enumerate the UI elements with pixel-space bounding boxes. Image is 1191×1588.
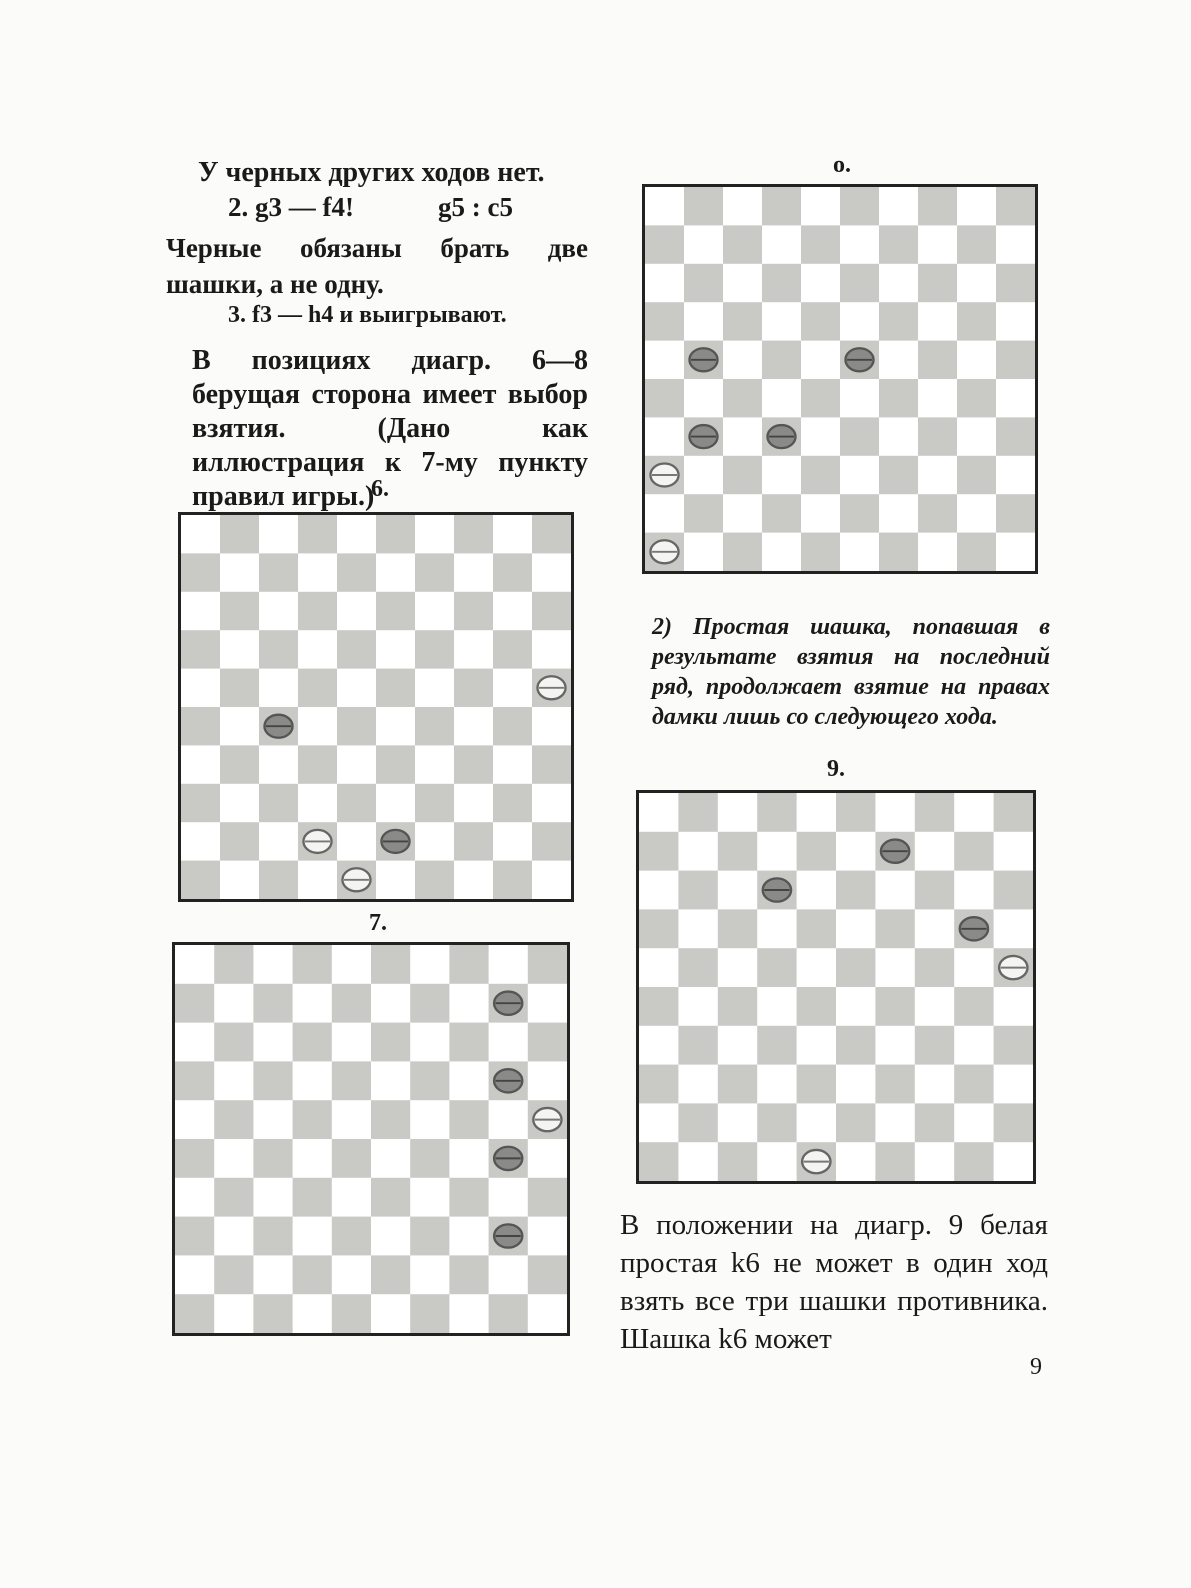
dark-square: [762, 341, 801, 379]
dark-square: [996, 341, 1035, 379]
dark-square: [253, 984, 292, 1023]
dark-square: [645, 379, 684, 417]
dark-square: [415, 553, 454, 591]
dark-square: [181, 861, 220, 899]
dark-square: [332, 1217, 371, 1256]
dark-square: [415, 861, 454, 899]
dark-square: [415, 784, 454, 822]
dark-square: [181, 784, 220, 822]
dark-square: [493, 553, 532, 591]
checkerboard-grid: [175, 945, 567, 1333]
dark-square: [454, 515, 493, 553]
dark-square: [678, 1103, 717, 1142]
dark-square: [449, 945, 488, 984]
dark-square: [454, 669, 493, 707]
dark-square: [376, 592, 415, 630]
diagram-9-caption: 9.: [827, 756, 845, 782]
dark-square: [918, 341, 957, 379]
dark-square: [836, 1103, 875, 1142]
dark-square: [253, 1294, 292, 1333]
dark-square: [840, 494, 879, 532]
dark-square: [415, 630, 454, 668]
dark-square: [181, 707, 220, 745]
dark-square: [996, 494, 1035, 532]
dark-square: [332, 1139, 371, 1178]
dark-square: [175, 1294, 214, 1333]
dark-square: [214, 1178, 253, 1217]
dark-square: [410, 1294, 449, 1333]
dark-square: [723, 533, 762, 571]
dark-square: [875, 909, 914, 948]
dark-square: [532, 745, 571, 783]
dark-square: [954, 987, 993, 1026]
dark-square: [493, 707, 532, 745]
dark-square: [801, 456, 840, 494]
checkerboard-grid: [639, 793, 1033, 1181]
dark-square: [875, 1065, 914, 1104]
dark-square: [915, 871, 954, 910]
dark-square: [836, 948, 875, 987]
dark-square: [718, 1065, 757, 1104]
dark-square: [332, 1294, 371, 1333]
dark-square: [918, 187, 957, 225]
dark-square: [797, 909, 836, 948]
dark-square: [293, 1178, 332, 1217]
dark-square: [836, 1026, 875, 1065]
dark-square: [996, 417, 1035, 455]
dark-square: [376, 745, 415, 783]
dark-square: [371, 1178, 410, 1217]
diagram-8-caption: о.: [833, 152, 851, 178]
diagram-6-board: [178, 512, 574, 902]
dark-square: [298, 592, 337, 630]
dark-square: [718, 1142, 757, 1181]
dark-square: [259, 553, 298, 591]
dark-square: [449, 1255, 488, 1294]
dark-square: [954, 1142, 993, 1181]
dark-square: [957, 456, 996, 494]
dark-square: [214, 1100, 253, 1139]
paragraph-positions: В позициях диагр. 6—8 берущая сторона имеет выбор взятия. (Дано как иллюстрация к 7-му пункту правил игры.): [192, 345, 588, 512]
dark-square: [293, 1255, 332, 1294]
dark-square: [915, 793, 954, 832]
dark-square: [410, 1139, 449, 1178]
dark-square: [493, 861, 532, 899]
dark-square: [678, 871, 717, 910]
dark-square: [797, 832, 836, 871]
checkerboard-grid: [181, 515, 571, 899]
footnote-rule: 2) Простая шашка, попавшая в результате взятия на последний ряд, продолжает взятие на правах дамки лишь со следующего хода.: [652, 614, 1050, 730]
dark-square: [918, 264, 957, 302]
dark-square: [454, 745, 493, 783]
text-line-no-moves: У черных других ходов нет.: [198, 157, 545, 188]
paragraph-obliged: Черные обязаны брать две шашки, а не одну.: [166, 233, 588, 299]
dark-square: [528, 1255, 567, 1294]
dark-square: [723, 379, 762, 417]
dark-square: [879, 456, 918, 494]
dark-square: [214, 945, 253, 984]
dark-square: [678, 948, 717, 987]
dark-square: [493, 630, 532, 668]
dark-square: [298, 515, 337, 553]
dark-square: [528, 1023, 567, 1062]
dark-square: [757, 1103, 796, 1142]
dark-square: [454, 592, 493, 630]
dark-square: [214, 1023, 253, 1062]
dark-square: [220, 669, 259, 707]
dark-square: [175, 1217, 214, 1256]
dark-square: [918, 417, 957, 455]
dark-square: [996, 187, 1035, 225]
dark-square: [253, 1139, 292, 1178]
dark-square: [879, 302, 918, 340]
dark-square: [678, 1026, 717, 1065]
dark-square: [801, 302, 840, 340]
dark-square: [875, 987, 914, 1026]
dark-square: [220, 515, 259, 553]
dark-square: [957, 302, 996, 340]
dark-square: [718, 909, 757, 948]
dark-square: [639, 909, 678, 948]
move-two: 2. g3 — f4!: [228, 192, 354, 222]
dark-square: [757, 793, 796, 832]
dark-square: [181, 553, 220, 591]
dark-square: [220, 745, 259, 783]
dark-square: [879, 225, 918, 263]
dark-square: [757, 948, 796, 987]
dark-square: [915, 948, 954, 987]
dark-square: [214, 1255, 253, 1294]
dark-square: [293, 1023, 332, 1062]
dark-square: [175, 1061, 214, 1100]
dark-square: [645, 302, 684, 340]
dark-square: [684, 494, 723, 532]
move-three: 3. f3 — h4 и выигрывают.: [228, 302, 507, 328]
dark-square: [840, 417, 879, 455]
dark-square: [259, 784, 298, 822]
dark-square: [684, 187, 723, 225]
dark-square: [801, 533, 840, 571]
dark-square: [259, 861, 298, 899]
dark-square: [410, 1217, 449, 1256]
dark-square: [293, 1100, 332, 1139]
dark-square: [994, 871, 1033, 910]
dark-square: [762, 264, 801, 302]
dark-square: [639, 832, 678, 871]
dark-square: [639, 1142, 678, 1181]
dark-square: [718, 832, 757, 871]
dark-square: [253, 1061, 292, 1100]
dark-square: [298, 669, 337, 707]
dark-square: [957, 533, 996, 571]
dark-square: [415, 707, 454, 745]
dark-square: [532, 515, 571, 553]
diagram-6-caption: 6.: [371, 476, 389, 502]
dark-square: [915, 1026, 954, 1065]
dark-square: [718, 987, 757, 1026]
dark-square: [337, 784, 376, 822]
dark-square: [493, 784, 532, 822]
dark-square: [220, 822, 259, 860]
dark-square: [259, 630, 298, 668]
dark-square: [220, 592, 259, 630]
dark-square: [528, 1178, 567, 1217]
dark-square: [332, 984, 371, 1023]
page-number: 9: [1030, 1354, 1042, 1380]
dark-square: [915, 1103, 954, 1142]
dark-square: [454, 822, 493, 860]
checkerboard-grid: [645, 187, 1035, 571]
dark-square: [954, 1065, 993, 1104]
dark-square: [678, 793, 717, 832]
diagram-7-board: [172, 942, 570, 1336]
dark-square: [639, 1065, 678, 1104]
dark-square: [836, 793, 875, 832]
dark-square: [801, 225, 840, 263]
dark-square: [757, 1026, 796, 1065]
dark-square: [489, 1294, 528, 1333]
dark-square: [175, 984, 214, 1023]
dark-square: [994, 793, 1033, 832]
dark-square: [639, 987, 678, 1026]
diagram-8-board: [642, 184, 1038, 574]
paragraph-position-nine: В положении на диагр. 9 белая простая k6 не может в один ход взять все три шашки противника. Шашка k6 может: [620, 1209, 1048, 1355]
dark-square: [684, 264, 723, 302]
dark-square: [797, 987, 836, 1026]
dark-square: [875, 1142, 914, 1181]
dark-square: [449, 1023, 488, 1062]
dark-square: [762, 494, 801, 532]
dark-square: [723, 456, 762, 494]
dark-square: [181, 630, 220, 668]
dark-square: [376, 669, 415, 707]
dark-square: [337, 553, 376, 591]
dark-square: [532, 822, 571, 860]
dark-square: [836, 871, 875, 910]
dark-square: [957, 379, 996, 417]
dark-square: [293, 945, 332, 984]
diagram-9-board: [636, 790, 1036, 1184]
dark-square: [337, 630, 376, 668]
dark-square: [762, 187, 801, 225]
dark-square: [801, 379, 840, 417]
dark-square: [371, 945, 410, 984]
dark-square: [371, 1255, 410, 1294]
dark-square: [879, 379, 918, 417]
dark-square: [253, 1217, 292, 1256]
dark-square: [528, 945, 567, 984]
dark-square: [298, 745, 337, 783]
dark-square: [840, 187, 879, 225]
dark-square: [410, 984, 449, 1023]
dark-square: [954, 832, 993, 871]
move-two-reply: g5 : c5: [438, 192, 513, 222]
dark-square: [532, 592, 571, 630]
dark-square: [723, 302, 762, 340]
dark-square: [175, 1139, 214, 1178]
dark-square: [376, 515, 415, 553]
dark-square: [723, 225, 762, 263]
dark-square: [449, 1100, 488, 1139]
dark-square: [879, 533, 918, 571]
dark-square: [994, 1026, 1033, 1065]
dark-square: [957, 225, 996, 263]
dark-square: [371, 1100, 410, 1139]
dark-square: [840, 264, 879, 302]
dark-square: [337, 707, 376, 745]
dark-square: [918, 494, 957, 532]
diagram-7-caption: 7.: [369, 910, 387, 936]
dark-square: [410, 1061, 449, 1100]
dark-square: [994, 1103, 1033, 1142]
dark-square: [371, 1023, 410, 1062]
dark-square: [797, 1065, 836, 1104]
dark-square: [645, 225, 684, 263]
dark-square: [332, 1061, 371, 1100]
dark-square: [996, 264, 1035, 302]
dark-square: [449, 1178, 488, 1217]
